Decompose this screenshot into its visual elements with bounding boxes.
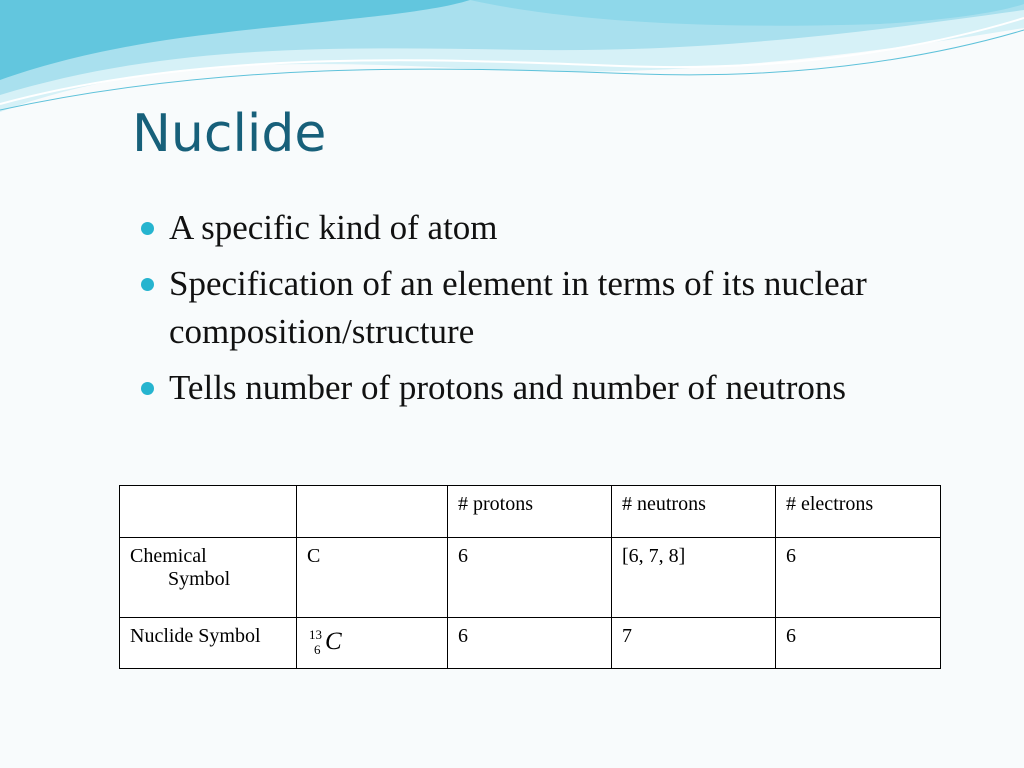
bullet-dot-icon [141,382,154,395]
header-cell-neutrons: # neutrons [612,486,776,538]
row-label-line1: Chemical [130,545,207,567]
bullet-item [138,204,898,252]
bullet-item [138,260,898,356]
electrons-cell: 6 [776,538,941,618]
neutrons-cell: [6, 7, 8] [612,538,776,618]
nuclide-notation [307,625,357,655]
header-cell-empty [120,486,297,538]
atomic-number: 6 [314,642,321,657]
bullet-text: Tells number of protons and number of neutrons [169,368,846,407]
row-label-chemical-symbol [120,538,297,618]
electrons-cell: 6 [776,618,941,669]
header-cell-protons: # protons [448,486,612,538]
table-header-row [120,486,941,538]
mass-number: 13 [309,627,322,642]
bullet-text: Specification of an element in terms of its nuclear composition/structure [169,264,867,351]
bullet-dot-icon [141,222,154,235]
protons-cell: 6 [448,538,612,618]
protons-cell: 6 [448,618,612,669]
slide-title: Nuclide [132,104,327,164]
nuclide-symbol-cell [297,618,448,669]
table-row-nuclide-symbol [120,618,941,669]
chemical-symbol-cell: C [297,538,448,618]
element-symbol: C [325,628,342,655]
bullet-dot-icon [141,278,154,291]
bullet-list [138,204,898,420]
bullet-text: A specific kind of atom [169,208,498,247]
bullet-item [138,364,898,412]
header-cell-empty [297,486,448,538]
table-row-chemical-symbol [120,538,941,618]
nuclide-table [119,485,941,669]
neutrons-cell: 7 [612,618,776,669]
row-label-line2: Symbol [168,568,231,590]
row-label-nuclide-symbol: Nuclide Symbol [120,618,297,669]
header-cell-electrons: # electrons [776,486,941,538]
